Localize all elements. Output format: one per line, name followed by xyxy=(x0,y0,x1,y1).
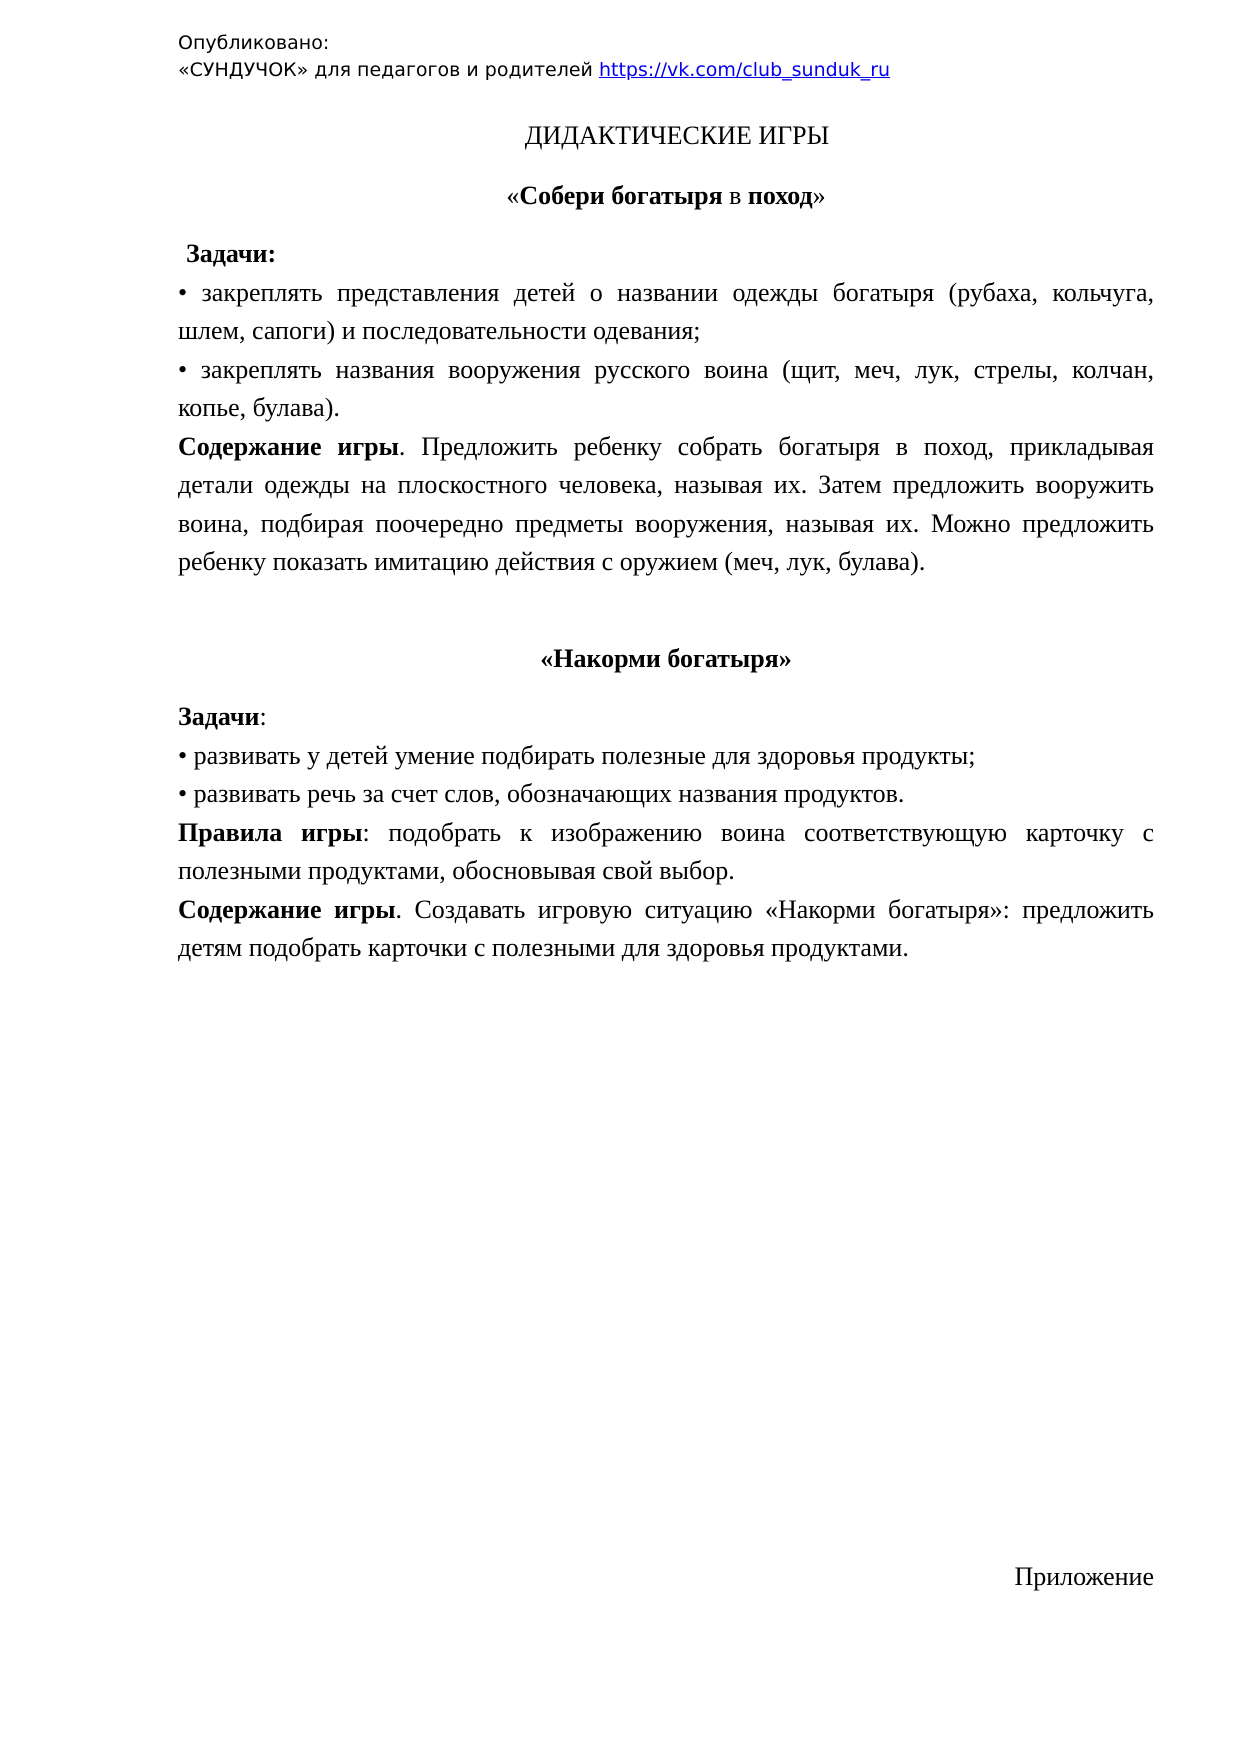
publisher-text: «СУНДУЧОК» для педагогов и родителей xyxy=(178,59,593,81)
game2-rules-text: : подобрать к изображению воина соответствующую карточку с полезными продуктами, обосновывая свой выбор. xyxy=(178,817,1155,885)
published-label: Опубликовано: xyxy=(178,32,330,54)
game2-title: «Накорми богатыря» xyxy=(540,644,792,673)
game1-tasks-heading: Задачи: xyxy=(186,239,277,268)
game1-section xyxy=(178,235,1154,582)
game1-title-bold2: поход xyxy=(747,181,813,210)
game2-rules xyxy=(178,814,1154,891)
publication-header xyxy=(178,30,890,84)
game2-content xyxy=(178,891,1154,968)
game1-task-1: • закреплять представления детей о названии одежды богатыря (рубаха, кольчуга, шлем, сапоги) и последовательности одевания; xyxy=(178,277,1154,345)
game2-task-2: • развивать речь за счет слов, обозначающих названия продуктов. xyxy=(178,779,905,808)
game1-title: «Собери богатыря в поход» xyxy=(506,181,826,210)
game2-tasks-heading: Задачи: xyxy=(178,702,267,731)
main-title: ДИДАКТИЧЕСКИЕ ИГРЫ xyxy=(524,121,830,150)
vk-link[interactable]: https://vk.com/club_sunduk_ru xyxy=(598,59,891,81)
publisher-line xyxy=(178,57,890,84)
game1-content xyxy=(178,428,1154,582)
game1-content-label: Содержание игры xyxy=(178,431,399,461)
game1-task-2: • закреплять названия вооружения русского воина (щит, меч, лук, стрелы, колчан, копье, булава). xyxy=(178,354,1154,422)
game2-content-text: . Создавать игровую ситуацию «Накорми богатыря»: предложить детям подобрать карточки с полезными для здоровья продуктами. xyxy=(178,894,1154,962)
game1-title-bold1: Собери богатыря xyxy=(519,181,723,210)
game1-content-text: . Предложить ребенку собрать богатыря в поход, прикладывая детали одежды на плоскостного человека, называя их. Затем предложить вооружить воина, подбирая поочередно предметы вооружения, называя их. Можно предложить ребенку показать имитацию действия с оружием (меч, лук, булава). xyxy=(178,431,1154,576)
game2-section xyxy=(178,698,1154,968)
game2-content-label: Содержание игры xyxy=(178,894,396,924)
game2-task-1: • развивать у детей умение подбирать полезные для здоровья продукты; xyxy=(178,740,976,770)
game2-rules-label: Правила игры xyxy=(178,817,363,847)
appendix-label: Приложение xyxy=(1014,1562,1154,1591)
